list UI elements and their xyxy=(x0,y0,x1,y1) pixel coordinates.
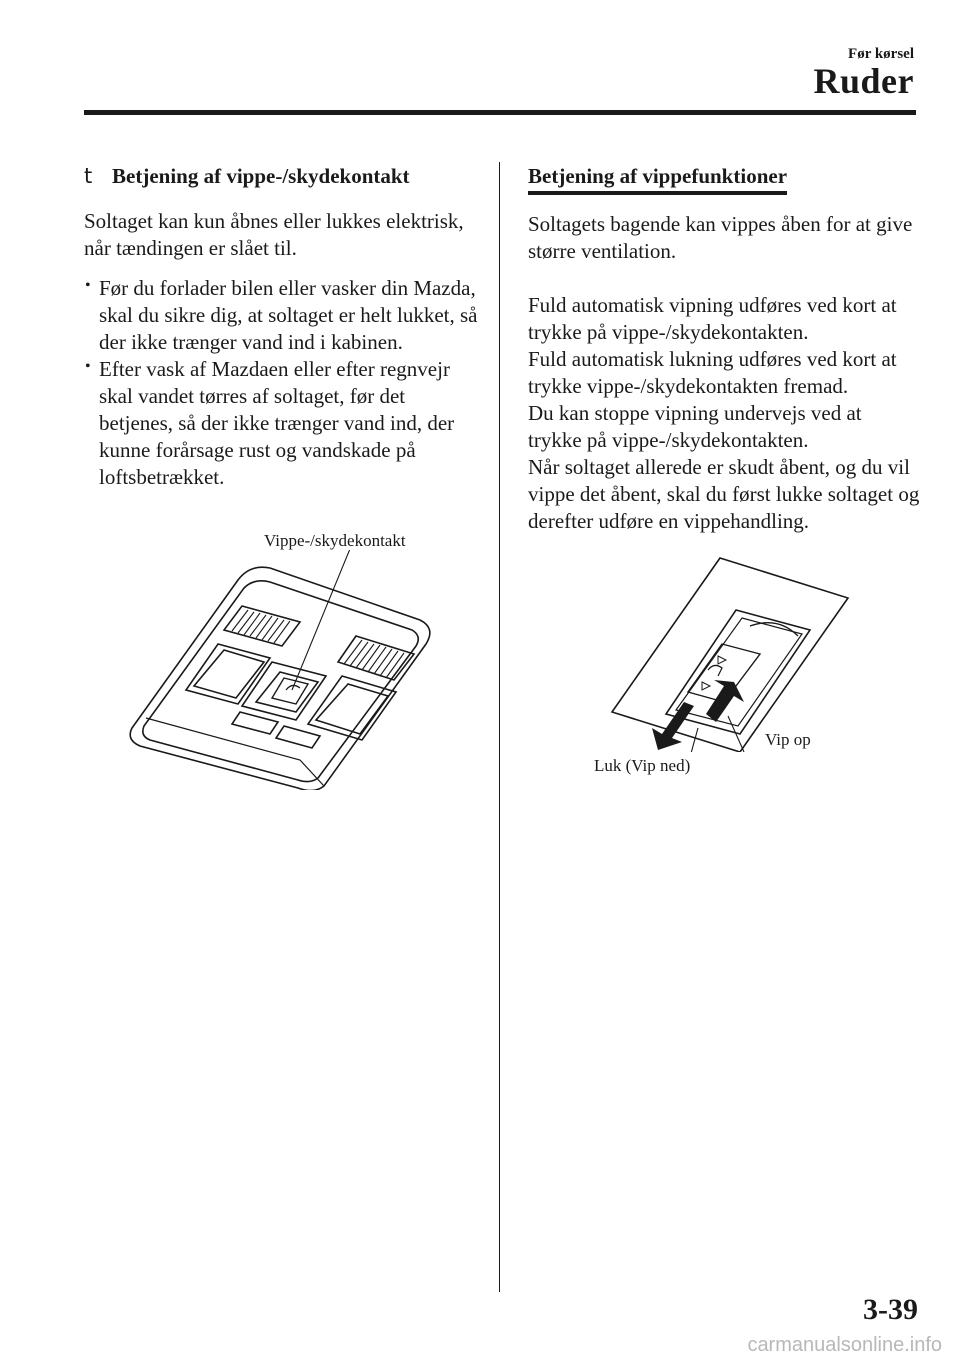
watermark: carmanualsonline.info xyxy=(747,1334,942,1356)
bullet-dot-icon: • xyxy=(85,358,91,375)
auto-close-paragraph: Fuld automatisk lukning udføres ved kort at trykke vippe-/skydekontakten fremad. xyxy=(528,347,897,398)
bullet-dot-icon: • xyxy=(85,277,91,294)
bullet-text: Efter vask af Mazdaen eller efter regnvejr skal vandet tørres af soltaget, før det betjenes, så der ikke trænger vand ind, der kunne forårsage rust og vandskade på loftsbetrækket. xyxy=(99,357,455,489)
right-column xyxy=(528,163,920,535)
tilt-up-label: Vip op xyxy=(765,730,811,749)
header-rule xyxy=(84,110,916,115)
bullet-list xyxy=(84,275,479,491)
slid-open-paragraph: Når soltaget allerede er skudt åbent, og du vil vippe det åbent, skal du først lukke soltaget og derefter udføre en vippehandling. xyxy=(528,455,920,533)
chapter-label: Før kørsel xyxy=(848,46,914,62)
close-tilt-down-label: Luk (Vip ned) xyxy=(594,756,691,775)
auto-tilt-paragraph: Fuld automatisk vipning udføres ved kort at trykke på vippe-/skydekontakten. xyxy=(528,293,897,344)
bullet-item xyxy=(84,275,479,356)
page-number: 3-39 xyxy=(863,1293,918,1326)
left-heading xyxy=(84,163,479,190)
intro-paragraph: Soltaget kan kun åbnes eller lukkes elektrisk, når tændingen er slået til. xyxy=(84,209,464,260)
left-heading-text: Betjening af vippe-/skydekontakt xyxy=(112,164,410,188)
overhead-console-illustration xyxy=(120,550,450,790)
right-heading: Betjening af vippefunktioner xyxy=(528,163,787,195)
tilt-switch-illustration xyxy=(600,552,850,752)
stop-tilt-paragraph: Du kan stoppe vipning undervejs ved at trykke på vippe-/skydekontakten. xyxy=(528,401,862,452)
ventilation-paragraph: Soltagets bagende kan vippes åben for at give større ventilation. xyxy=(528,212,913,263)
left-column xyxy=(84,163,479,491)
section-marker-icon: t xyxy=(84,164,93,188)
bullet-item xyxy=(84,356,479,491)
bullet-text: Før du forlader bilen eller vasker din Mazda, skal du sikre dig, at soltaget er helt lukket, så der ikke trænger vand ind i kabinen. xyxy=(99,276,478,354)
switch-figure-label: Vippe-/skydekontakt xyxy=(264,531,406,550)
column-divider xyxy=(499,162,500,1292)
section-title: Ruder xyxy=(813,61,914,101)
